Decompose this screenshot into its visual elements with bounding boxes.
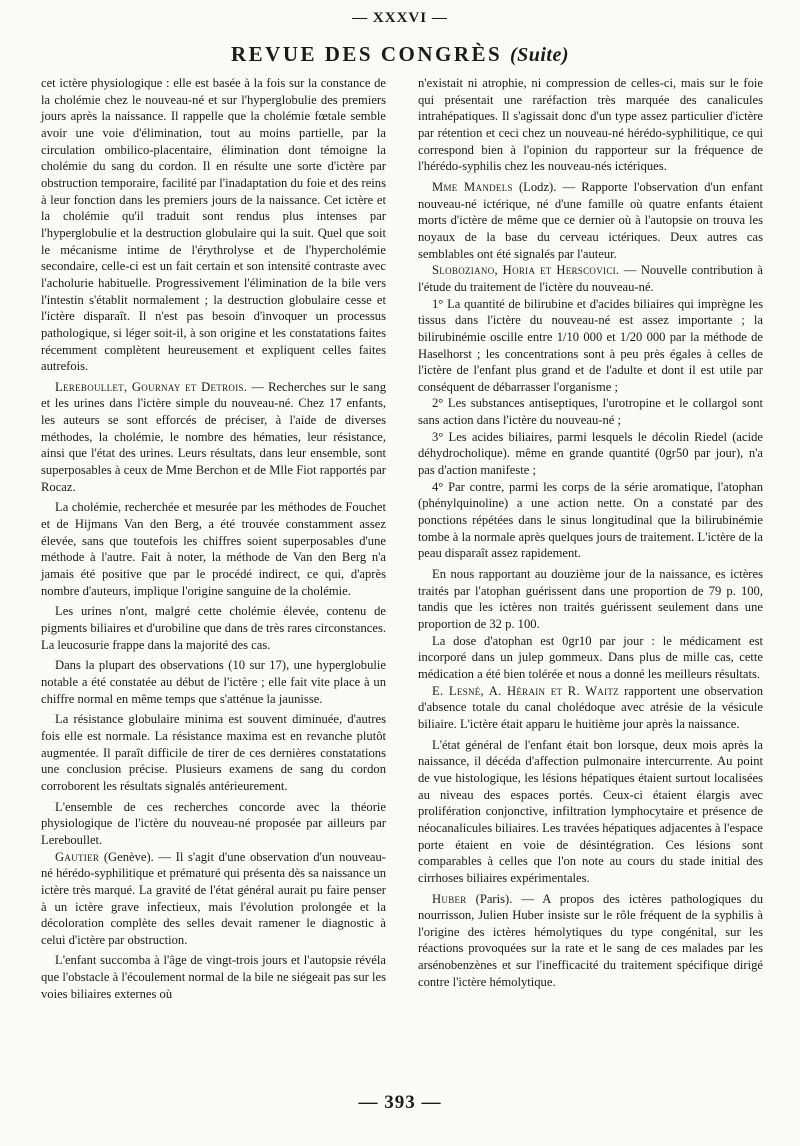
paragraph: En nous rapportant au douzième jour de la naissance, es ictères traités par l'atophan guérissent dans une proportion de 79 p. 100, tandis que les ictères non traités guérissent seulement dans une proportion de 32 p. 100. — [418, 567, 763, 631]
paragraph-text: (Lodz). — Rapporte l'observation d'un enfant nouveau-né ictérique, né d'une famille où quatre enfants étaient morts d'ictère de même que ce dernier où à l'autopsie on trouva les noyaux de la base du cerveau ictériques. Deux autres cas semblables ont été signalés par l'auteur. — [418, 179, 763, 261]
paragraph-text: — Nouvelle contribution à l'étude du traitement de l'ictère du nouveau-né. — [418, 263, 763, 294]
paragraph: 1° La quantité de bilirubine et d'acides biliaires qui imprègne les tissus dans l'ictère du nouveau-né est assez importante ; la bilirubinémie oscille entre 1/10 000 et 1/20 000 par la méthode de Haselhorst ; les concentrations sont à peu près égales à celles de l'ictère de l'enfant plus grand et de l'adulte et dont il est utile par conséquent de débarrasser l'organisme ; — [418, 296, 763, 394]
right-column — [418, 75, 763, 990]
paragraph: La dose d'atophan est 0gr10 par jour : le médicament est incorporé dans un julep gommeux. Dans plus de mille cas, cette médication a été bien tolérée et nous a donné les meilleurs résultats. — [418, 633, 763, 681]
paragraph: 3° Les acides biliaires, parmi lesquels le décolin Riedel (acide déhydrocholique). même en grande quantité (0gr50 par jour), n'a pas d'action manifeste ; — [418, 429, 763, 478]
author-names: E. Lesné, A. Hérain et R. Waitz — [432, 683, 619, 698]
author-names: Lereboullet, Gournay et Detrois. — [55, 379, 248, 394]
paragraph-text: (Paris). — A propos des ictères pathologiques du nourrisson, Julien Huber insiste sur le rôle fréquent de la syphilis à l'origine des ictères hémolytiques du type congénital, sur les réactions provoquées sur la rate et le sang de ces malades par les arsénobenzènes et sur l'inefficacité du traitement spécifique dirigé contre l'ictère hémolytique. — [418, 891, 763, 989]
paragraph — [41, 849, 386, 949]
paragraph — [418, 891, 763, 991]
paragraph-text: — Recherches sur le sang et les urines dans l'ictère simple du nouveau-né. Chez 17 enfants, les auteurs se sont efforcés de préciser, à l'aide de diverses méthodes, la cholémie, le nombre des hématies, leur résistance, ainsi que l'état des urines. Leurs résultats, dans leur ensemble, sont superposables à ceux de Mme Berchon et de Mlle Fiot rapportés par Rocaz. — [41, 379, 386, 494]
author-names: Gautier — [55, 849, 100, 864]
roman-page-number: — XXXVI — — [352, 10, 448, 26]
paragraph: L'enfant succomba à l'âge de vingt-trois jours et l'autopsie révéla que l'obstacle à l'écoulement normal de la bile ne siégeait pas sur les voies biliaires externes où — [41, 953, 386, 1001]
page-number: — 393 — — [358, 1092, 442, 1113]
paragraph — [418, 262, 763, 295]
page-title — [0, 44, 800, 65]
paragraph: Dans la plupart des observations (10 sur 17), une hyperglobulie notable a été constatée au début de l'ictère ; elle fait vite place à un chiffre normal en même temps que s'atténue la jaunisse. — [41, 658, 386, 706]
paragraph: L'état général de l'enfant était bon lorsque, deux mois après la naissance, il décéda d'affection pulmonaire intercurrente. Au point de vue histologique, les lésions hépatiques étaient surtout localisées au niveau des espaces portés. Ceux-ci étaient élargis avec prolifération conjonctive, infiltration lymphocytaire et présence de néocanalicules biliaires. Les travées hépatiques adjacentes à l'espace porte étaient en voie de désintégration. Ces lésions sont comparables à celles que l'on note au cours du stade initial des cirrhoses biliaires expérimentales. — [418, 737, 763, 885]
paragraph-text: (Genève). — Il s'agit d'une observation d'un nouveau-né hérédo-syphilitique et prématuré qui présenta dès sa naissance un ictère très marqué. La gravité de l'état général aurait pu faire penser à un ictère grave infectieux, mais l'évolution prolongée et la décoloration complète des selles devait ramener le diagnostic à celui d'ictère par obstruction. — [41, 849, 386, 947]
paragraph: 4° Par contre, parmi les corps de la série aromatique, l'atophan (phénylquinoline) a une action nette. On a constaté par des ponctions répétées dans le sinus longitudinal que la bilirubinémie tombe à la normale après quelques jours de traitement. L'ictère de la peau disparaît assez rapidement. — [418, 479, 763, 561]
paragraph: n'existait ni atrophie, ni compression de celles-ci, mais sur le foie qui présentait une raréfaction très marquée des canalicules intrahépatiques. Il s'agissait donc d'un type assez particulier d'ictère par rétention et ceci chez un nouveau-né hérédo-syphilitique, ce qui correspond bien à l'opinion du rapporteur sur la fréquence de l'hérédo-syphilis chez les nouveau-nés ictériques. — [418, 76, 763, 174]
title-text: REVUE DES CONGRÈS — [230, 42, 503, 66]
paragraph: La résistance globulaire minima est souvent diminuée, d'autres fois elle est normale. La résistance maxima est en revanche plutôt augmentée. Il paraît difficile de tirer de ces dernières constatations une conclusion précise. Plusieurs examens de sang du cordon corroborent les résultats signalés antérieurement. — [41, 712, 386, 793]
paragraph — [41, 379, 386, 496]
paragraph: Les urines n'ont, malgré cette cholémie élevée, contenu de pigments biliaires et d'urobiline que dans de très rares circonstances. La leucosurie frappe dans la majorité des cas. — [41, 604, 386, 652]
paragraph: La cholémie, recherchée et mesurée par les méthodes de Fouchet et de Hijmans Van den Berg, a été trouvée constamment assez élevée, sans que toutefois les chiffres soient superposables d'une méthode à l'autre. Fait à noter, la méthode de Van den Berg n'a jamais été positive que par le procédé indirect, ce qui, d'après nombre d'auteurs, implique l'origine sanguine de la cholémie. — [41, 500, 386, 598]
paragraph: L'ensemble de ces recherches concorde avec la théorie physiologique de l'ictère du nouveau-né proposée par ailleurs par Lereboullet. — [41, 799, 386, 847]
left-column — [41, 75, 386, 1002]
paragraph — [418, 179, 763, 262]
author-names: Sloboziano, Horia et Herscovici. — [432, 263, 620, 278]
paragraph: cet ictère physiologique : elle est basée à la fois sur la constance de la cholémie chez le nouveau-né et sur l'hyperglobulie des premiers jours après la naissance. Il rappelle que la cholémie fœtale semble avoir une voie d'élimination, tout au moins partielle, par la circulation ombilico-placentaire, élimination dont témoigne la cholémie du sang du cordon. Il en résulte une sorte d'ictère par obstruction temporaire, facilité par l'inadaptation du foie et des reins à leur fonction dans les premiers jours de la naissance. Cet ictère et la cholémie qu'il traduit sont rendus plus intenses par l'hyperglobulie et la destruction globulaire qui la suit. Quel que soit le mécanisme intime de l'érythrolyse et de l'hypercholémie secondaire, celle-ci est un fait certain et son intensité contraste avec l'acholurie habituelle. Progressivement l'élimination de la bile vers l'intestin s'établit normalement ; la destruction globulaire cesse et l'ictère disparaît. Il n'est pas besoin d'invoquer un processus pathologique, si léger soit-il, à son origine et les constatations faites récemment complètent heureusement et expliquent celles faites autrefois. — [41, 76, 386, 374]
title-suite: (Suite) — [509, 44, 570, 66]
paragraph-text: rapportent une observation d'absence totale du canal cholédoque avec atrésie de la vésicule biliaire. L'ictère était apparu le huitième jour après la naissance. — [418, 683, 763, 731]
paragraph: 2° Les substances antiseptiques, l'urotropine et le collargol sont sans action dans l'ictère du nouveau-né ; — [418, 396, 763, 428]
author-names: Huber — [432, 891, 467, 906]
paragraph — [418, 683, 763, 733]
author-names: Mme Mandels — [432, 179, 513, 194]
